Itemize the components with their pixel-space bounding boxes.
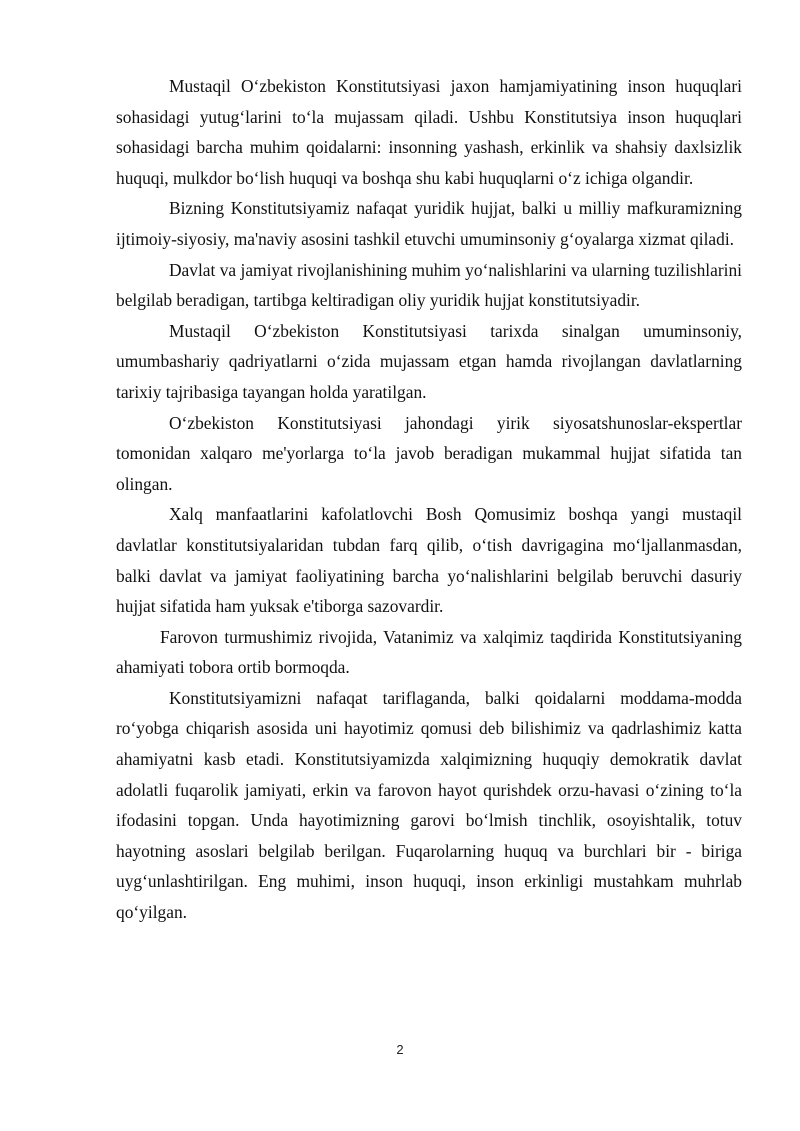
- paragraph: Davlat va jamiyat rivojlanishining muhim yo‘nalishlarini va ularning tuzilishlarini belgilab beradigan, tartibga keltiradigan oliy yuridik hujjat konstitutsiyadir.: [116, 259, 742, 311]
- paragraph: Mustaqil O‘zbekiston Konstitutsiyasi tarixda sinalgan umuminsoniy, umumbashariy qadriyatlarni o‘zida mujassam etgan hamda rivojlangan davlatlarning tarixiy tajribasiga tayangan holda yaratilgan.: [116, 320, 742, 402]
- page-number: 2: [396, 1042, 404, 1057]
- paragraph: Bizning Konstitutsiyamiz nafaqat yuridik hujjat, balki u milliy mafkuramizning ijtimoiy-siyosiy, ma'naviy asosini tashkil etuvchi umuminsoniy g‘oyalarga xizmat qiladi.: [116, 198, 742, 249]
- paragraph: O‘zbekiston Konstitutsiyasi jahondagi yirik siyosatshunoslar-ekspertlar tomonidan xalqaro me'yorlarga to‘la javob beradigan mukammal hujjat sifatida tan olingan.: [116, 412, 742, 494]
- document-body: [116, 71, 742, 928]
- paragraph: Xalq manfaatlarini kafolatlovchi Bosh Qomusimiz boshqa yangi mustaqil davlatlar konstitutsiyalaridan tubdan farq qilib, o‘tish davrigagina mo‘ljallanmasdan, balki davlat va jamiyat faoliyatining barcha yo‘nalishlarini belgilab beruvchi dasuriy hujjat sifatida ham yuksak e'tiborga sazovardir.: [116, 504, 742, 617]
- paragraph: Konstitutsiyamizni nafaqat tariflaganda, balki qoidalarni moddama-modda ro‘yobga chiqarish asosida uni hayotimiz qomusi deb bilishimiz va qadrlashimiz katta ahamiyatni kasb etadi. Konstitutsiyamizda xalqimizning huquqiy demokratik davlat adolatli fuqarolik jamiyati, erkin va farovon hayot qurishdek orzu-havasi o‘zining to‘la ifodasini topgan. Unda hayotimizning garovi bo‘lmish tinchlik, osoyishtalik, totuv hayotning asoslari belgilab berilgan. Fuqarolarning huquq va burchlari bir - biriga uyg‘unlashtirilgan. Eng muhimi, inson huquqi, inson erkinligi mustahkam muhrlab qo‘yilgan.: [116, 687, 742, 923]
- paragraph: Mustaqil O‘zbekiston Konstitutsiyasi jaxon hamjamiyatining inson huquqlari sohasidagi yutug‘larini to‘la mujassam qiladi. Ushbu Konstitutsiya inson huquqlari sohasidagi barcha muhim qoidalarni: insonning yashash, erkinlik va shahsiy daxlsizlik huquqi, mulkdor bo‘lish huquqi va boshqa shu kabi huquqlarni o‘z ichiga olgandir.: [116, 76, 742, 188]
- paragraph: Farovon turmushimiz rivojida, Vatanimiz va xalqimiz taqdirida Konstitutsiyaning ahamiyati tobora ortib bormoqda.: [116, 626, 742, 678]
